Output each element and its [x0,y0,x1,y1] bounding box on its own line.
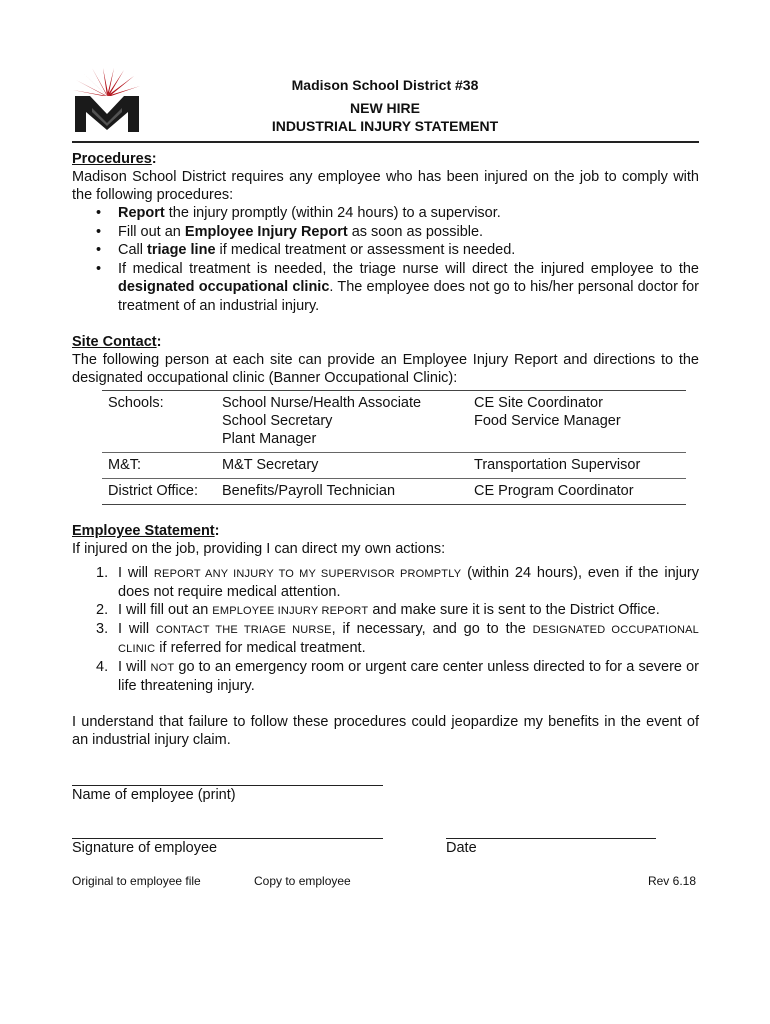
statement-list [72,564,699,695]
procedures-intro: Madison School District requires any employee who has been injured on the job to comply with the following procedures: [72,169,699,203]
list-item: • Call triage line if medical treatment or assessment is needed. [96,242,516,258]
date-line[interactable] [446,838,656,839]
procedures-title: Procedures [72,151,152,167]
table-row: District Office: Benefits/Payroll Technician CE Program Coordinator [102,479,686,505]
signature-label: Signature of employee [72,840,218,856]
footer-right: Rev 6.18 [647,874,696,888]
header-line-statement: INDUSTRIAL INJURY STATEMENT [271,118,499,134]
list-item: 1. I will REPORT ANY INJURY TO MY SUPERVISOR PROMPTLY (within 24 hours), even if the injury does not require medical attention. [96,565,699,600]
table-row: Schools: School Nurse/Health Associate School Secretary Plant Manager CE Site Coordinator Food Service Manager [102,391,686,453]
employee-statement-title: Employee Statement [72,523,215,539]
list-item: • If medical treatment is needed, the triage nurse will direct the injured employee to the designated occupational clinic. The employee does not go to his/her personal doctor for treatment of an industrial injury. [96,260,699,314]
employee-statement-section: Employee Statement: If injured on the job, providing I can direct my own actions: 1. I will REPORT ANY INJURY TO MY SUPERVISOR PROMPTLY (within 24 hours), even if the injury does not require medical attention. 2. I will fill out an EMPLOYEE INJURY REPORT and make sure it is sent to the District Office. 3. I will CONTACT THE TRIAGE NURSE, if necessary, and go to the DESIGNATED OCCUPATIONAL CLINIC if referred for medical treatment. 4. I will NOT go to an emergency room or urgent care center unless directed to for a severe or life threatening injury. I understand that failure to follow these procedures could jeopardize my benefits in the event of an industrial injury claim. [72,523,699,748]
table-row: M&T: M&T Secretary Transportation Supervisor [102,453,686,479]
list-item: • Report the injury promptly (within 24 hours) to a supervisor. [96,205,501,221]
header-rule [72,141,699,143]
document-body [72,150,699,749]
district-name: Madison School District #38 [291,77,479,93]
procedures-section: Procedures: Madison School District requires any employee who has been injured on the job to comply with the following procedures: • Report the injury promptly (within 24 hours) to a supervisor. • Fill out an Employee Injury Report as soon as possible. • Call triage line if medical treatment or assessment is needed. • If medical treatment is needed, the triage nurse will direct the injured employee to the designated occupational clinic. The employee does not go to his/her personal doctor for treatment of an industrial injury. [72,151,699,314]
employee-statement-intro: If injured on the job, providing I can direct my own actions: [72,541,446,557]
site-contact-title: Site Contact [72,334,157,350]
name-label: Name of employee (print) [72,787,236,803]
footer-center: Copy to employee [254,874,351,888]
document-header [0,76,770,136]
date-label: Date [446,840,477,856]
list-item: 3. I will CONTACT THE TRIAGE NURSE, if necessary, and go to the DESIGNATED OCCUPATIONAL CLINIC if referred for medical treatment. [96,621,699,656]
procedures-list [72,204,699,315]
site-contact-table [102,390,686,505]
footer-left: Original to employee file [72,874,201,888]
closing-statement: I understand that failure to follow these procedures could jeopardize my benefits in the event of an industrial injury claim. [72,714,699,748]
list-item: 4. I will NOT go to an emergency room or urgent care center unless directed to for a severe or life threatening injury. [96,659,699,694]
header-line-new-hire: NEW HIRE [350,99,420,116]
site-contact-section: Site Contact: The following person at each site can provide an Employee Injury Report and directions to the designated occupational clinic (Banner Occupational Clinic): Schools: School Nurse/Health Associate School Secretary Plant Manager CE Site Coordinator Food Service Manager M&T: M&T Secretary Transportation Supervisor District Office: Benefits/Payroll Technician CE Program Coordinator [72,333,699,505]
list-item: 2. I will fill out an EMPLOYEE INJURY REPORT and make sure it is sent to the District Office. [96,602,660,618]
list-item: • Fill out an Employee Injury Report as soon as possible. [96,223,484,240]
site-contact-intro: The following person at each site can provide an Employee Injury Report and directions to the designated occupational clinic (Banner Occupational Clinic): [72,352,699,386]
